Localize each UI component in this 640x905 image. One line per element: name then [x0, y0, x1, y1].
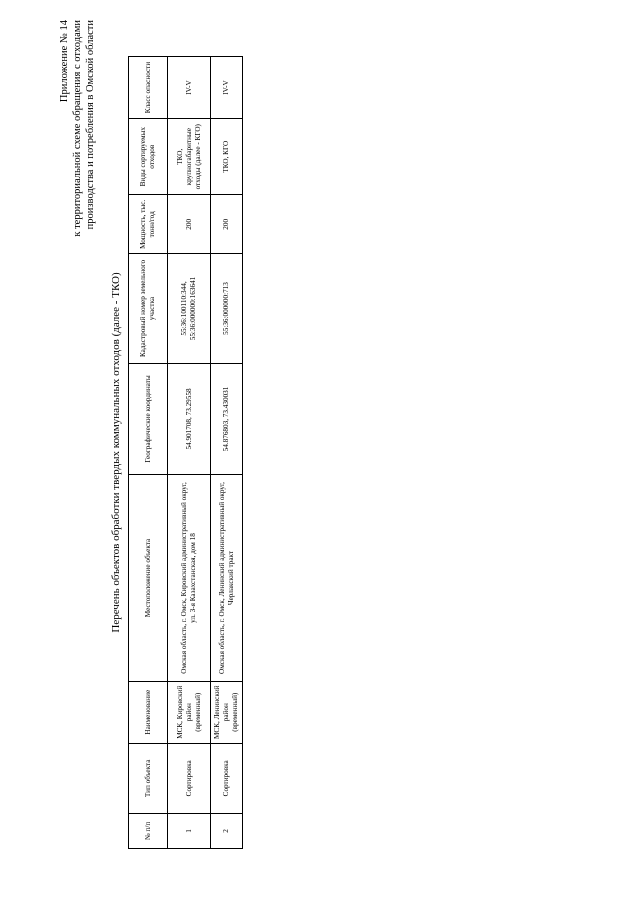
column-header-capacity: Мощность, тыс. тонн/год: [129, 195, 168, 254]
table-header-row: [129, 57, 168, 849]
cell-type: Сортировка: [211, 743, 243, 813]
cell-coordinates: 54.901708, 73.29558: [168, 363, 211, 475]
table-row: [211, 57, 243, 849]
column-header-name: Наименование: [129, 681, 168, 743]
cell-number: 1: [168, 813, 211, 848]
column-header-number: № п/п: [129, 813, 168, 848]
cell-location: Омская область, г. Омск, Ленинский административный округ, Черлакский тракт: [211, 475, 243, 682]
cell-type: Сортировка: [168, 743, 211, 813]
appendix-region: производства и потребления в Омской области: [85, 20, 96, 230]
objects-table: [128, 56, 243, 849]
document-title: Перечень объектов обработки твердых коммунальных отходов (далее - ТКО): [110, 272, 122, 633]
cell-waste-types: ТКО, КГО: [211, 119, 243, 195]
column-header-cadastral: Кадастровый номер земельного участка: [129, 254, 168, 363]
cell-coordinates: 54.876803, 73.430031: [211, 363, 243, 475]
cell-cadastral: 55:36:000000:713: [211, 254, 243, 363]
cell-name: МСК, Кировский район (временный): [168, 681, 211, 743]
column-header-coordinates: Географические координаты: [129, 363, 168, 475]
column-header-hazard-class: Класс опасности: [129, 57, 168, 119]
cell-cadastral: 55:36:100110:344, 55:36:000000:163641: [168, 254, 211, 363]
cell-hazard-class: IV-V: [168, 57, 211, 119]
cell-location: Омская область, г. Омск, Кировский административный округ, ул. 3-я Казахстанская, дом 18: [168, 475, 211, 682]
table-row: [168, 57, 211, 849]
cell-capacity: 200: [211, 195, 243, 254]
cell-waste-types: ТКО, крупногабаритные отходы (далее - КГО): [168, 119, 211, 195]
appendix-header: [58, 20, 97, 540]
column-header-type: Тип объекта: [129, 743, 168, 813]
cell-name: МСК, Ленинский район (временный): [211, 681, 243, 743]
column-header-location: Местоположение объекта: [129, 475, 168, 682]
cell-capacity: 200: [168, 195, 211, 254]
appendix-number: Приложение № 14: [59, 20, 70, 103]
column-header-waste-types: Виды сортируемых отходов: [129, 119, 168, 195]
cell-number: 2: [211, 813, 243, 848]
appendix-reference: к территориальной схеме обращения с отходами: [72, 20, 83, 237]
cell-hazard-class: IV-V: [211, 57, 243, 119]
